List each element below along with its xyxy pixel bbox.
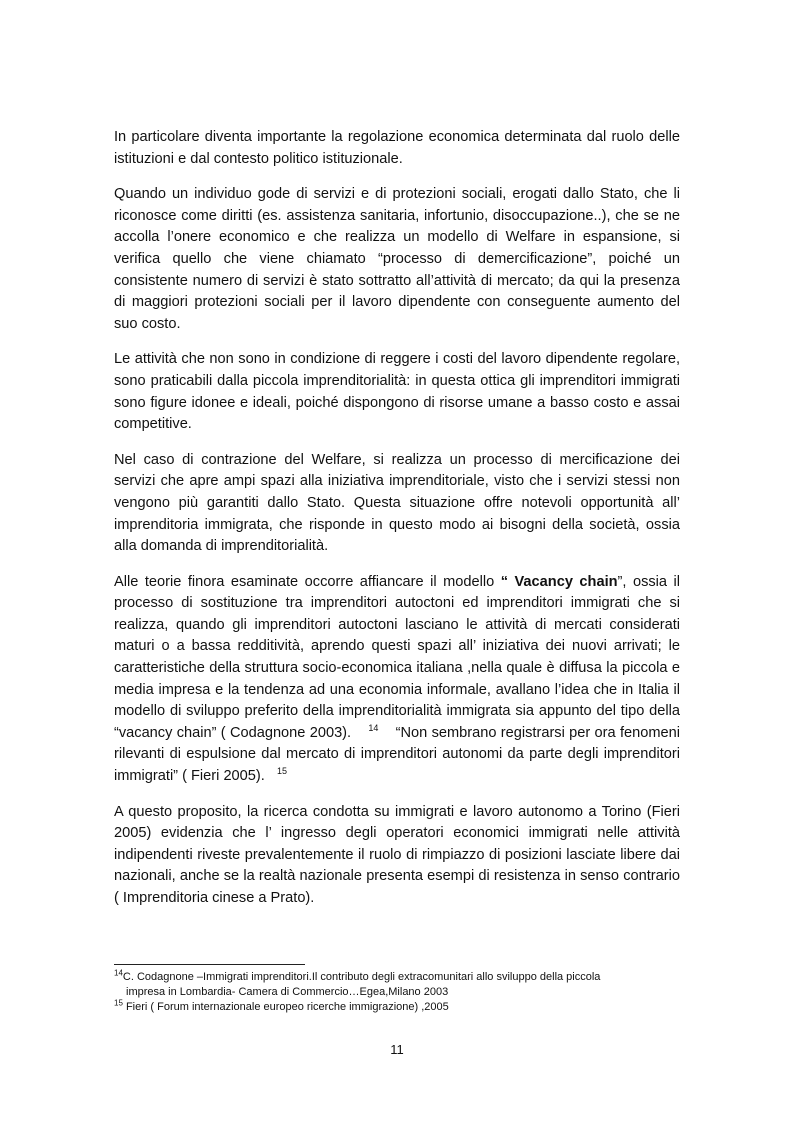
footnote-15 [114, 1000, 694, 1015]
paragraph-4: Nel caso di contrazione del Welfare, si realizza un processo di mercificazione dei servizi che apre ampi spazi alla iniziativa imprenditoriale, visto che i servizi stessi non vengono più garantiti dallo Stato. Questa situazione offre notevoli opportunità all’ imprenditoria immigrata, che risponde in questo modo ai bisogni della società, ossia alla domanda di imprenditorialità. [114, 451, 680, 555]
paragraph-5-intro: Alle teorie finora esaminate occorre affiancare il modello [114, 573, 501, 590]
page-number: 11 [390, 1042, 404, 1057]
body-text [114, 127, 680, 924]
footnote-14-line-1: C. Codagnone –Immigrati imprenditori.Il contributo degli extracomunitari allo sviluppo della piccola [122, 971, 601, 983]
paragraph-5-quote: “Non sembrano registrarsi per ora fenomeni rilevanti di espulsione dal mercato di imprenditori autonomi da parte degli imprenditori immigrati” ( Fieri 2005). [114, 724, 680, 785]
footnote-separator [114, 964, 305, 965]
footnote-ref-14[interactable]: 14 [368, 722, 379, 733]
footnote-14 [114, 970, 694, 1000]
paragraph-5 [114, 572, 680, 788]
paragraph-5-body: ”, ossia il processo di sostituzione tra imprenditori autoctoni ed imprenditori immigrati che si realizza, quando gli imprenditori autoctoni lasciano le attività di mercati considerati maturi o a bassa redditività, aprendo questi spazi all’ iniziativa dei nuovi arrivati; le caratteristiche della struttura socio-economica italiana ,nella quale è diffusa la piccola e media impresa e la tendenza ad una economia informale, avallano l’idea che in Italia il modello di sviluppo preferito della imprenditorialità immigrata sia appunto del tipo della “vacancy chain” ( Codagnone 2003). [114, 573, 681, 741]
paragraph-3: Le attività che non sono in condizione di reggere i costi del lavoro dipendente regolare, sono praticabili dalla piccola imprenditorialità: in questa ottica gli imprenditori immigrati sono figure idonee e ideali, poiché dispongono di risorse umane a basso costo e assai competitive. [114, 351, 680, 433]
paragraph-6: A questo proposito, la ricerca condotta su immigrati e lavoro autonomo a Torino (Fieri 2005) evidenzia che l’ ingresso degli operatori economici immigrati nelle attività indipendenti riveste prevalentemente il ruolo di rimpiazzo di posizioni lasciate libere dai nazionali, anche se la realtà nazionale presenta esempi di resistenza in senso contrario ( Imprenditoria cinese a Prato). [114, 803, 680, 906]
paragraph-2: Quando un individuo gode di servizi e di protezioni sociali, erogati dallo Stato, che li riconosce come diritti (es. assistenza sanitaria, infortunio, disoccupazione..), che se ne accolla l’onere economico e che realizza un modello di Welfare in espansione, si verifica quello che viene chiamato “processo di demercificazione”, poiché un consistente numero di servizi è stato sottratto all’attività di mercato; da qui la presenza di maggiori protezioni sociali per il lavoro dipendente con conseguente aumento del suo costo. [114, 186, 680, 332]
footnote-ref-15[interactable]: 15 [277, 766, 288, 777]
footnote-mark-15: 15 [114, 998, 123, 1008]
vacancy-chain-term: “ Vacancy chain [500, 573, 618, 590]
footnote-15-text: Fieri ( Forum internazionale europeo ricerche immigrazione) ,2005 [122, 1001, 449, 1013]
paragraph-1: In particolare diventa importante la regolazione economica determinata dal ruolo delle istituzioni e dal contesto politico istituzionale. [114, 129, 680, 167]
footnote-mark-14: 14 [114, 968, 123, 978]
footnote-14-line-2: impresa in Lombardia- Camera di Commercio…Egea,Milano 2003 [126, 986, 449, 998]
footnotes [114, 970, 694, 1015]
